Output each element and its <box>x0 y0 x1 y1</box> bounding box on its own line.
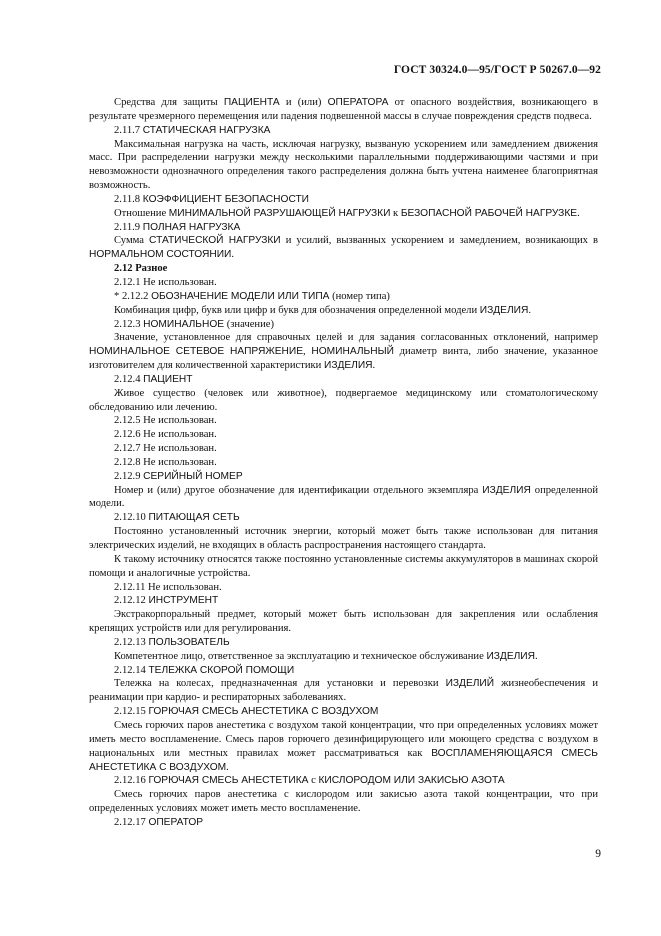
paragraph <box>89 677 598 705</box>
defined-term: ОБОЗНАЧЕНИЕ МОДЕЛИ ИЛИ ТИПА <box>151 290 330 302</box>
text-run: Экстракорпоральный предмет, который может быть использован для закрепления или ослабления крепящих устройств или для регулирования. <box>89 609 598 635</box>
defined-term: КОЭФФИЦИЕНТ БЕЗОПАСНОСТИ <box>142 193 310 205</box>
text-run: к <box>390 207 401 219</box>
text-run: Постоянно установленный источник энергии, который может быть также использован для питания электрических изделий, не входящих в область распространения настоящего стандарта. <box>89 526 598 551</box>
paragraph <box>89 331 598 373</box>
text-run: Номер и (или) другое обозначение для идентификации отдельного экземпляра <box>114 484 483 496</box>
text-run: 2.12.9 <box>114 470 144 482</box>
text-run: с <box>308 775 319 787</box>
paragraph <box>89 484 598 512</box>
text-run: Сумма <box>114 235 150 247</box>
defined-term: ПИТАЮЩАЯ СЕТЬ <box>148 512 240 524</box>
defined-term: ПОЛНАЯ НАГРУЗКА <box>142 221 241 233</box>
text-run: Отношение <box>114 207 169 219</box>
paragraph <box>89 650 598 664</box>
text-run: . <box>577 207 580 219</box>
text-run: 2.12.6 Не использован. <box>114 429 217 441</box>
text-run: 2.11.9 <box>114 221 143 233</box>
text-run: жизнеобеспечения и реанимации при кардио- и респираторных заболеваниях. <box>89 678 598 704</box>
text-run: определенной модели. <box>89 484 599 510</box>
paragraph <box>89 193 598 207</box>
paragraph <box>89 262 598 276</box>
paragraph <box>89 428 598 442</box>
text-run: 2.12.7 Не использован. <box>114 443 217 455</box>
defined-term: СТАТИЧЕСКАЯ НАГРУЗКА <box>142 124 271 136</box>
defined-term: МИНИМАЛЬНОЙ РАЗРУШАЮЩЕЙ НАГРУЗКИ <box>168 207 391 219</box>
text-run: 2.11.7 <box>114 124 143 136</box>
paragraph <box>89 788 598 816</box>
text-run: 2.12.4 <box>114 373 144 385</box>
paragraph <box>89 387 598 415</box>
defined-term: ИНСТРУМЕНТ <box>148 595 219 607</box>
paragraph <box>89 456 598 470</box>
paragraph <box>89 234 598 262</box>
defined-term: ПАЦИЕНТА <box>223 97 280 108</box>
defined-term: ОПЕРАТОР <box>148 816 204 828</box>
text-run: Комбинация цифр, букв или цифр и букв для обозначения определенной модели <box>114 304 480 316</box>
defined-term: СЕРИЙНЫЙ НОМЕР <box>143 470 243 482</box>
paragraph <box>89 608 598 636</box>
paragraph <box>89 124 598 138</box>
text-run: Значение, установленное для справочных целей и для задания согласованных отклонений, например <box>114 332 598 344</box>
text-run: Средства для защиты <box>114 97 224 108</box>
text-run: 2.12.17 <box>114 816 149 828</box>
text-run: 2.12.11 Не использован. <box>114 581 222 593</box>
defined-term: ГОРЮЧАЯ СМЕСЬ АНЕСТЕТИКА С ВОЗДУХОМ <box>148 706 379 718</box>
paragraph <box>89 276 598 290</box>
paragraph <box>89 414 598 428</box>
defined-term: ИЗДЕЛИЯ <box>482 484 531 496</box>
paragraph <box>89 705 598 719</box>
defined-term: ИЗДЕЛИЯ <box>479 304 529 316</box>
text-run: Тележка на колесах, предназначенная для установки и перевозки <box>114 678 446 690</box>
text-run: 2.12.3 <box>114 318 144 330</box>
paragraph <box>89 318 598 332</box>
page-number: 9 <box>595 848 601 860</box>
defined-term: ИЗДЕЛИЙ <box>445 678 495 690</box>
text-run: 2.12.15 <box>114 706 149 718</box>
paragraph <box>89 719 598 774</box>
paragraph <box>89 511 598 525</box>
paragraph <box>89 373 598 387</box>
paragraph <box>89 96 598 124</box>
text-run: 2.12.10 <box>114 512 149 524</box>
text-run: К такому источнику относятся также постоянно установленные системы аккумуляторов в машинах скорой помощи и аналогичные устройства. <box>89 553 598 579</box>
document-body <box>89 96 598 830</box>
defined-term: СТАТИЧЕСКОЙ НАГРУЗКИ <box>149 235 281 247</box>
paragraph <box>89 290 598 304</box>
text-run: . <box>226 761 229 773</box>
text-run: . <box>372 360 376 372</box>
text-run: (значение) <box>224 318 274 330</box>
defined-term: НОРМАЛЬНОМ СОСТОЯНИИ <box>89 249 232 261</box>
text-run: Максимальная нагрузка на часть, исключая нагрузку, вызваную ускорением или замедлением движения масс. При распределении нагрузки между несколькими параллельными поддерживающими частями и при невозможности однозначного определения такого распределения должна быть учтена наименее благоприятная возможность. <box>89 138 598 192</box>
defined-term: КИСЛОРОДОМ ИЛИ ЗАКИСЬЮ АЗОТА <box>318 775 505 787</box>
defined-term: ИЗДЕЛИЯ <box>486 650 535 662</box>
text-run: 2.12.14 <box>114 664 149 676</box>
text-run: * 2.12.2 <box>114 290 152 302</box>
text-run: 2.12.16 <box>114 775 149 787</box>
paragraph <box>89 207 598 221</box>
paragraph <box>89 664 598 678</box>
text-run: 2.12.1 Не использован. <box>114 276 217 288</box>
paragraph <box>89 816 598 830</box>
paragraph <box>89 442 598 456</box>
text-run: 2.12.13 <box>114 636 149 648</box>
paragraph <box>89 636 598 650</box>
text-run: . <box>535 650 538 662</box>
paragraph <box>89 594 598 608</box>
paragraph <box>89 138 598 193</box>
defined-term: ИЗДЕЛИЯ <box>324 360 373 372</box>
defined-term: НОМИНАЛЬНОЕ СЕТЕВОЕ НАПРЯЖЕНИЕ <box>89 346 304 358</box>
text-run: 2.11.8 <box>114 193 143 205</box>
defined-term: ТЕЛЕЖКА СКОРОЙ ПОМОЩИ <box>148 664 295 676</box>
text-run: Смесь горючих паров анестетика с кислородом или закисью азота такой концентрации, что при определенных условиях может иметь место воспламенение. <box>89 789 598 815</box>
text-run: и (или) <box>279 97 328 108</box>
defined-term: БЕЗОПАСНОЙ РАБОЧЕЙ НАГРУЗКЕ <box>400 207 578 219</box>
defined-term: НОМИНАЛЬНОЕ <box>143 318 225 330</box>
defined-term: ВОСПЛАМЕНЯЮЩАЯСЯ СМЕСЬ АНЕСТЕТИКА С ВОЗДУХОМ <box>89 747 598 773</box>
defined-term: ОПЕРАТОРА <box>327 97 389 108</box>
paragraph <box>89 774 598 788</box>
paragraph <box>89 581 598 595</box>
text-run: от опасного воздействия, возникающего в результате чрезмерного перемещения или падения подвешенной массы в случае повреждения средств подвеса. <box>89 97 598 122</box>
text-run: , <box>303 346 312 358</box>
paragraph <box>89 304 598 318</box>
defined-term: ГОРЮЧАЯ СМЕСЬ АНЕСТЕТИКА <box>148 775 309 787</box>
paragraph <box>89 221 598 235</box>
paragraph <box>89 525 598 553</box>
text-run: 2.12.8 Не использован. <box>114 456 217 468</box>
text-run: 2.12.5 Не использован. <box>114 415 217 427</box>
paragraph <box>89 553 598 581</box>
standard-header: ГОСТ 30324.0—95/ГОСТ Р 50267.0—92 <box>393 64 601 76</box>
defined-term: НОМИНАЛЬНЫЙ <box>311 346 394 358</box>
defined-term: ПОЛЬЗОВАТЕЛЬ <box>148 636 230 648</box>
text-run: (номер типа) <box>329 290 390 302</box>
text-run: Живое существо (человек или животное), подвергаемое медицинскому или стоматологическому обследованию или лечению. <box>89 387 598 413</box>
paragraph <box>89 470 598 484</box>
defined-term: ПАЦИЕНТ <box>143 373 193 385</box>
text-run: 2.12.12 <box>114 595 149 607</box>
text-run: Компетентное лицо, ответственное за эксплуатацию и техническое обслуживание <box>114 650 487 662</box>
text-run: . <box>231 249 234 261</box>
text-run: диаметр винта, либо значение, указанное изготовителем для количественной характеристики <box>89 346 599 372</box>
text-run: . <box>528 304 531 316</box>
text-run: 2.12 Разное <box>114 263 168 275</box>
text-run: и усилий, вызванных ускорением и замедлением, возникающих в <box>280 235 598 247</box>
text-run: Смесь горючих паров анестетика с воздухом такой концентрации, что при определенных условиях может иметь место воспламенение. Смесь паров горючего дезинфицирующего или моющего средства с воздухом в национальных или местных правилах может рассматриваться как <box>89 719 598 759</box>
